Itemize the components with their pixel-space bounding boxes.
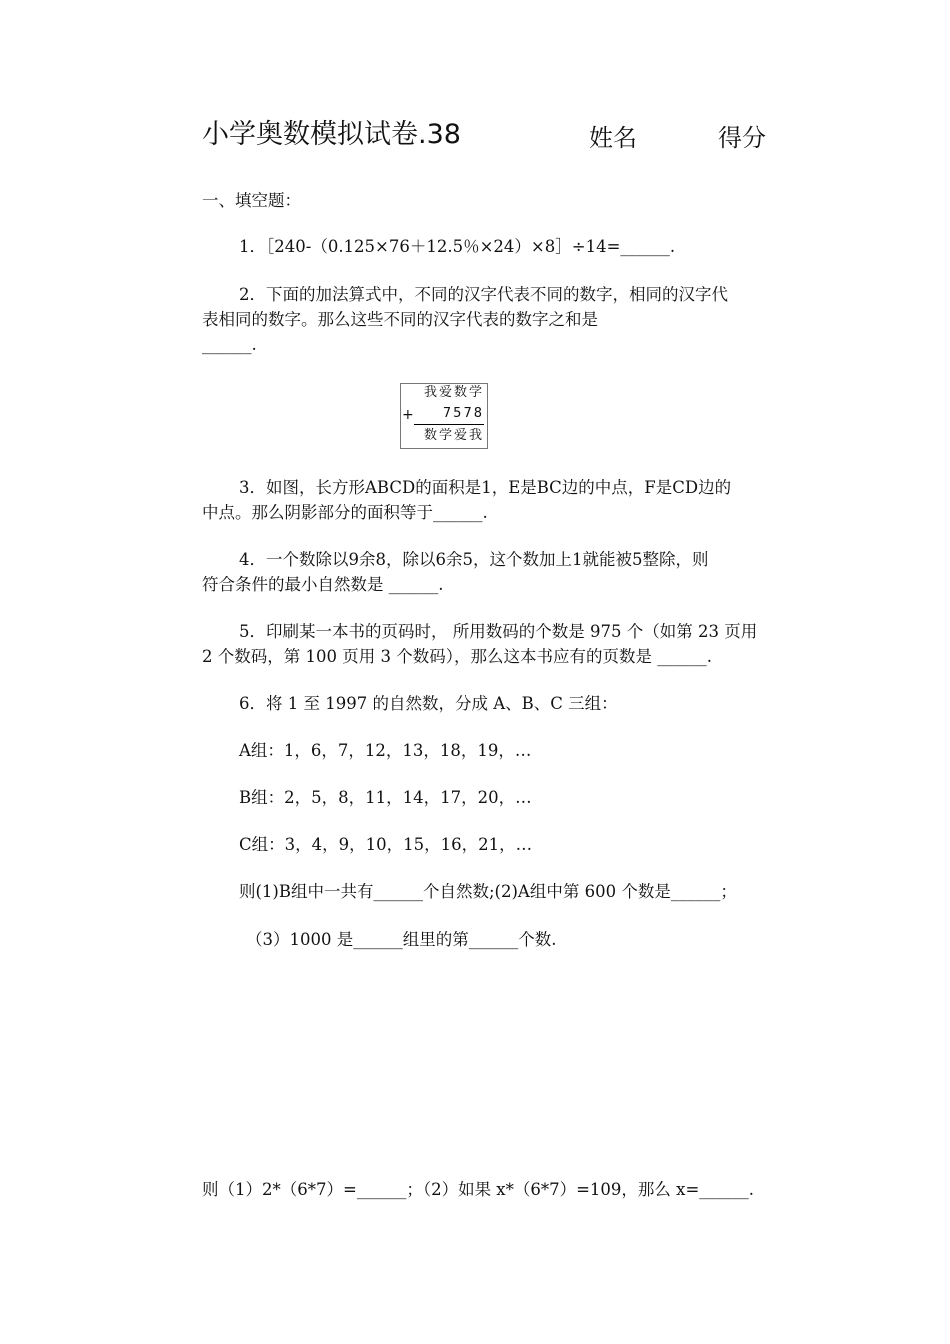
- group-b: B组：2，5，8，11，14，17，20，…: [239, 788, 532, 807]
- addition-figure: [400, 383, 488, 449]
- sum-rule: [414, 424, 484, 425]
- question-6-intro: 6．将 1 至 1997 的自然数，分成 A、B、C 三组：: [239, 694, 618, 713]
- question-2-line-3: ______.: [202, 335, 257, 354]
- figure-row-2: 7578: [442, 406, 484, 421]
- figure-row-1: 我爱数学: [423, 385, 484, 400]
- group-a: A组：1，6，7，12，13，18，19，…: [239, 741, 532, 760]
- question-6-ask-2: （3）1000 是______组里的第______个数.: [246, 930, 557, 949]
- score-label: 得分: [718, 124, 766, 152]
- question-5-line-1: 5．印刷某一本书的页码时， 所用数码的个数是 975 个（如第 23 页用: [239, 622, 758, 641]
- question-3-line-1: 3．如图，长方形ABCD的面积是1，E是BC边的中点，F是CD边的: [239, 478, 732, 497]
- header: [0, 112, 950, 162]
- question-3-line-2: 中点。那么阴影部分的面积等于______.: [202, 503, 488, 522]
- question-1: 1．［240-（0.125×76＋12.5％×24）×8］÷14=______.: [239, 237, 676, 256]
- question-5-line-2: 2 个数码，第 100 页用 3 个数码），那么这本书应有的页数是 ______.: [202, 647, 712, 666]
- figure-row-3: 数学爱我: [423, 428, 484, 443]
- question-6-ask-1: 则(1)B组中一共有______个自然数;(2)A组中第 600 个数是______；: [239, 882, 737, 901]
- question-2-line-2: 表相同的数字。那么这些不同的汉字代表的数字之和是: [202, 310, 598, 329]
- question-4-line-1: 4．一个数除以9余8，除以6余5，这个数加上1就能被5整除，则: [239, 550, 709, 569]
- plus-sign: +: [402, 407, 414, 423]
- page-title: 小学奥数模拟试卷.38: [202, 119, 461, 150]
- question-4-line-2: 符合条件的最小自然数是 ______.: [202, 575, 444, 594]
- group-c: C组：3，4，9，10，15，16，21，…: [239, 835, 533, 854]
- question-2-line-1: 2．下面的加法算式中，不同的汉字代表不同的数字，相同的汉字代: [239, 285, 728, 304]
- section-heading: 一、填空题：: [202, 191, 301, 210]
- name-label: 姓名: [589, 124, 637, 152]
- question-7: 则（1）2*（6*7）=______；（2）如果 x*（6*7）=109，那么 x=______.: [202, 1180, 755, 1199]
